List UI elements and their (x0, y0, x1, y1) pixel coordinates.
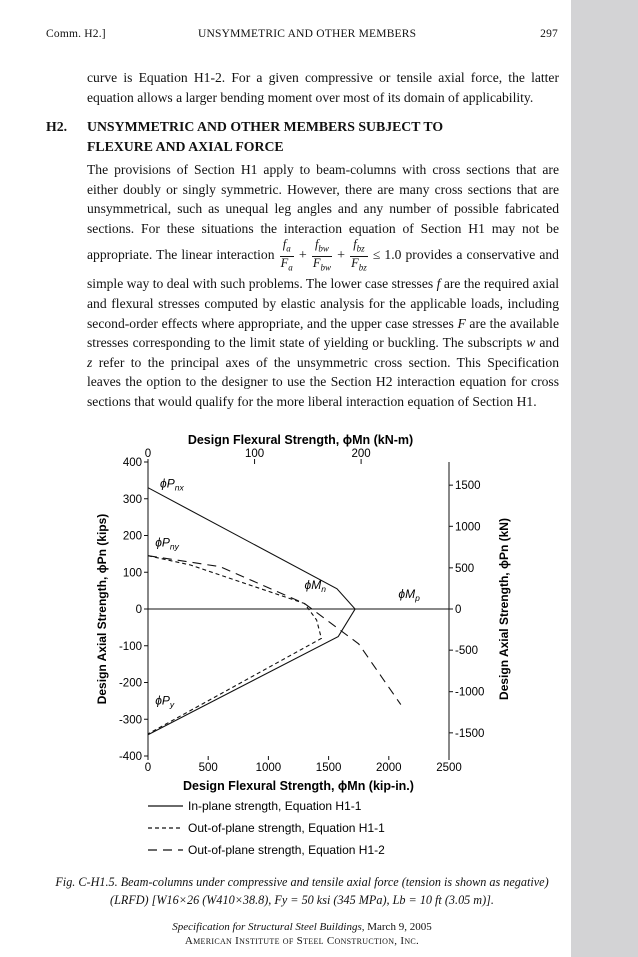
legend-label-1: In-plane strength, Equation H1-1 (188, 799, 362, 813)
p2-part-5: and (539, 335, 559, 351)
x-axis-label: Design Flexural Strength, ϕMn (kip-in.) (183, 779, 414, 793)
legend-label-2: Out-of-plane strength, Equation H1-1 (188, 821, 385, 835)
page-footer (46, 920, 558, 948)
paragraph-1-text: curve is Equation H1-2. For a given compressive or tensile axial force, the latter equation allows a larger bending moment over most of its domain of applicability. (87, 70, 559, 105)
equation-rhs: ≤ 1.0 (372, 247, 402, 263)
annotation-symbol: ϕP (155, 535, 170, 550)
curve-annotation (155, 694, 175, 710)
right-tick-label: 0 (455, 604, 462, 616)
y-tick-label: 300 (122, 493, 142, 506)
annotation-symbol: ϕM (304, 577, 322, 592)
p2-part-1: The provisions of Section H1 apply to beam-columns with cross sections that are either doubly or singly symmetric. However, there are many cross sections that are unsymmetrical, such as unequal leg angles and any number of possible fabricated sections. For these situations the interaction equation of Section H1 may not be appropriate. The linear interaction (87, 162, 559, 263)
annotation-subscript: n (321, 583, 326, 594)
y-axis-label-right: Design Axial Strength, ϕPn (kN) (497, 518, 511, 700)
annotation-symbol: ϕP (155, 693, 170, 708)
figure-interaction-chart (0, 428, 571, 868)
paragraph-1 (87, 68, 559, 107)
right-tick-label: 1500 (455, 480, 481, 493)
right-tick-label: -1000 (455, 686, 485, 699)
y-tick-label: 400 (122, 457, 142, 469)
section-number: H2. (46, 119, 68, 134)
x-tick-label: 0 (144, 762, 152, 774)
running-head-center: UNSYMMETRIC AND OTHER MEMBERS (198, 28, 417, 40)
page-number: 297 (540, 28, 558, 40)
running-head-left: Comm. H2.] (46, 28, 106, 40)
footer-title: Specification for Structural Steel Buildings, (172, 921, 365, 933)
chart-title: Design Flexural Strength, ϕMn (kN-m) (187, 433, 414, 447)
y-tick-label: -300 (118, 714, 142, 727)
curve-annotation (398, 587, 420, 603)
y-tick-label: -200 (118, 677, 142, 690)
y-tick-label: -400 (118, 751, 142, 763)
series-line-3 (148, 556, 401, 705)
plus-sign: + (337, 248, 346, 264)
var-f: f (436, 276, 441, 292)
y-tick-label: 100 (122, 567, 142, 580)
figure-caption: Fig. C-H1.5. Beam-columns under compressive and tensile axial force (tension is shown as negative) (LRFD) [W16×26 (W410×38.8), Fy = 50 ksi (345 MPa), Lb = 10 ft (3.05 m)]. (55, 875, 549, 907)
top-tick-label: 100 (244, 448, 265, 460)
y-tick-label: 200 (122, 530, 142, 543)
annotation-symbol: ϕP (160, 476, 175, 491)
annotation-subscript: y (169, 699, 175, 710)
fraction-fbz-Fbz: $\frac{f_{bz}}{F_{bz}}$ (351, 237, 367, 273)
p2-part-6: refer to the principal axes of the unsymmetric cross section. This Specification leaves the option to the designer to use the Section H2 interaction equation for cross sections that would qualify for the more liberal interaction equation of Section H1. (87, 354, 559, 409)
section-title-line-1: UNSYMMETRIC AND OTHER MEMBERS SUBJECT TO (87, 119, 444, 134)
plus-sign: + (298, 248, 307, 264)
annotation-subscript: ny (169, 541, 179, 552)
x-tick-label: 1000 (255, 762, 282, 774)
section-title (87, 117, 547, 156)
paragraph-2 (87, 160, 559, 412)
right-tick-label: 1000 (455, 521, 481, 534)
right-tick-label: 500 (455, 562, 475, 575)
annotation-subscript: p (415, 592, 420, 603)
series-line-1 (148, 488, 355, 735)
x-tick-label: 2500 (436, 762, 462, 774)
paragraph-2-text (87, 160, 559, 412)
p2-part-4: are the available stresses corresponding to the limit state of yielding or buckling. The subscripts (87, 315, 559, 351)
curve-annotation (305, 578, 327, 594)
fraction-fbw-Fbw: $\frac{f_{bw}}{F_{bw}}$ (312, 237, 332, 273)
interaction-chart (0, 428, 571, 868)
right-tick-label: -1500 (455, 727, 485, 740)
annotation-subscript: nx (174, 482, 184, 493)
top-tick-label: 0 (144, 448, 152, 460)
curve-annotation (155, 536, 179, 552)
right-tick-label: -500 (455, 645, 479, 658)
x-tick-label: 2000 (376, 762, 402, 774)
y-tick-label: 0 (135, 604, 142, 616)
footer-line-1 (46, 920, 558, 934)
footer-line-2: American Institute of Steel Construction, Inc. (184, 935, 420, 947)
var-w: w (526, 335, 536, 351)
curve-annotation (160, 477, 184, 493)
section-title-line-2: FLEXURE AND AXIAL FORCE (87, 138, 284, 154)
fraction-fa-Fa: $\frac{f_a}{F_a}$ (280, 237, 293, 273)
top-tick-label: 200 (351, 448, 371, 460)
p2-part-2: provides a conservative and simple way to deal with such problems. The lower case stresses (87, 247, 559, 292)
annotation-symbol: ϕM (398, 586, 416, 601)
var-z: z (87, 354, 93, 370)
p2-part-3: are the required axial and flexural stresses computed by elastic analysis for the applicable loads, including second-order effects where appropriate, and the upper case stresses (87, 276, 560, 331)
footer-date: March 9, 2005 (367, 921, 432, 933)
x-tick-label: 1500 (315, 762, 342, 774)
y-tick-label: -100 (118, 640, 142, 653)
y-axis-label-left: Design Axial Strength, ϕPn (kips) (95, 513, 109, 705)
legend-label-3: Out-of-plane strength, Equation H1-2 (188, 843, 385, 857)
page-edge-sidebar (571, 0, 638, 957)
var-F: F (457, 315, 466, 331)
x-tick-label: 500 (198, 762, 218, 774)
